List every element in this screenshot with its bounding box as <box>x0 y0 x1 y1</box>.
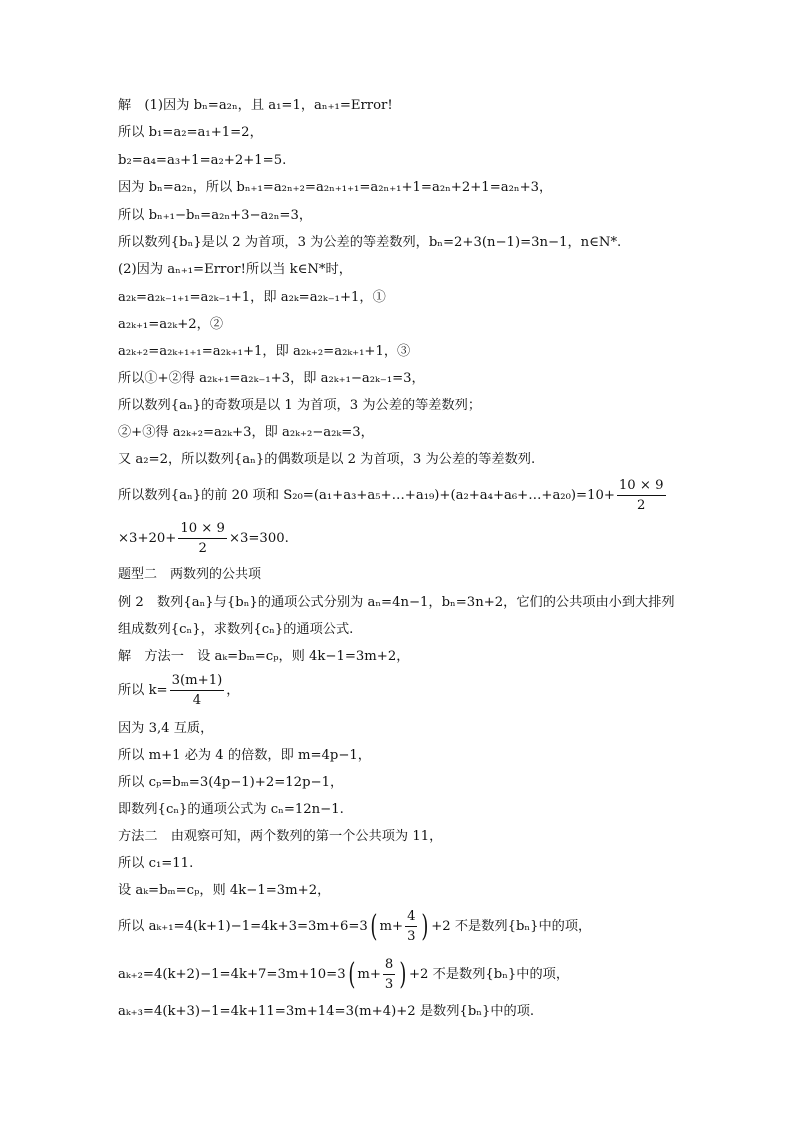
fraction <box>178 521 227 556</box>
solution-line: b₂=a₄=a₃+1=a₂+2+1=5. <box>118 153 287 168</box>
solution-line: 所以 b₁=a₂=a₁+1=2， <box>118 125 263 140</box>
k1-post: +2 不是数列{bₙ}中的项， <box>431 919 592 934</box>
example-line: 组成数列{cₙ}，求数列{cₙ}的通项公式. <box>118 622 354 637</box>
section-heading: 题型二 两数列的公共项 <box>118 567 262 582</box>
solution-line: 所以①+②得 a₂ₖ₊₁=a₂ₖ₋₁+3，即 a₂ₖ₊₁−a₂ₖ₋₁=3， <box>118 371 425 386</box>
right-paren: ) <box>399 956 407 992</box>
fraction-denominator: 2 <box>198 541 207 556</box>
k-pre: 所以 k= <box>118 683 168 698</box>
fraction-numerator: 4 <box>405 909 417 927</box>
k3-line: aₖ₊₃=4(k+3)−1=4k+11=3m+14=3(m+4)+2 是数列{bₙ}中的项. <box>118 1004 535 1019</box>
fraction <box>383 957 395 992</box>
solution-line: 因为 bₙ=a₂ₙ，所以 bₙ₊₁=a₂ₙ₊₂=a₂ₙ₊₁₊₁=a₂ₙ₊₁+1=a₂ₙ+2+1=a₂ₙ+3， <box>118 180 553 195</box>
solution-line: a₂ₖ₊₁=a₂ₖ+2，② <box>118 317 224 332</box>
solution-line: (2)因为 aₙ₊₁=Error!所以当 k∈N*时， <box>118 262 352 277</box>
solution-line: a₂ₖ=a₂ₖ₋₁₊₁=a₂ₖ₋₁+1，即 a₂ₖ=a₂ₖ₋₁+1，① <box>118 290 386 305</box>
solution-line: 即数列{cₙ}的通项公式为 cₙ=12n−1. <box>118 802 344 817</box>
solution-line: a₂ₖ₊₂=a₂ₖ₊₁₊₁=a₂ₖ₊₁+1，即 a₂ₖ₊₂=a₂ₖ₊₁+1，③ <box>118 344 411 359</box>
fraction <box>617 478 666 513</box>
k2-inner: m+ <box>357 967 381 982</box>
method-one-line: 解 方法一 设 aₖ=bₘ=cₚ，则 4k−1=3m+2， <box>118 649 410 664</box>
solution-line: ②+③得 a₂ₖ₊₂=a₂ₖ+3，即 a₂ₖ₊₂−a₂ₖ=3， <box>118 425 374 440</box>
sum-cont-post: ×3=300. <box>228 531 289 546</box>
k2-post: +2 不是数列{bₙ}中的项， <box>409 967 570 982</box>
solution-line: 所以 cₚ=bₘ=3(4p−1)+2=12p−1， <box>118 775 344 790</box>
solution-line: 设 aₖ=bₘ=cₚ，则 4k−1=3m+2， <box>118 883 331 898</box>
fraction <box>170 673 225 708</box>
k2-line <box>118 957 569 992</box>
fraction-denominator: 3 <box>384 977 394 992</box>
fraction-denominator: 3 <box>407 929 416 944</box>
fraction <box>405 909 417 944</box>
fraction-numerator: 3(m+1) <box>170 673 225 691</box>
solution-line: 又 a₂=2，所以数列{aₙ}的偶数项是以 2 为首项，3 为公差的等差数列. <box>118 452 536 467</box>
k-post: ， <box>226 683 240 698</box>
fraction-denominator: 2 <box>637 498 646 513</box>
k1-line <box>118 909 591 944</box>
left-paren: ( <box>370 908 378 944</box>
fraction-numerator: 10 × 9 <box>178 521 227 539</box>
sum-continuation <box>118 521 289 556</box>
left-paren: ( <box>347 956 355 992</box>
fraction-numerator: 8 <box>383 957 395 975</box>
fraction-denominator: 4 <box>192 693 202 708</box>
solution-line: 解 (1)因为 bₙ=a₂ₙ，且 a₁=1，aₙ₊₁=Error! <box>118 98 393 113</box>
solution-line: 所以 c₁=11. <box>118 856 194 871</box>
solution-line: 方法二 由观察可知，两个数列的第一个公共项为 11， <box>118 829 443 844</box>
sum-text: 所以数列{aₙ}的前 20 项和 S₂₀=(a₁+a₃+a₅+…+a₁₉)+(a₂+a₄+a₆+…+a₂₀)=10+ <box>118 488 615 503</box>
k1-pre: 所以 aₖ₊₁=4(k+1)−1=4k+3=3m+6=3 <box>118 919 368 934</box>
fraction-numerator: 10 × 9 <box>617 478 666 496</box>
k-fraction-line <box>118 673 239 708</box>
solution-line: 所以数列{aₙ}的奇数项是以 1 为首项，3 为公差的等差数列； <box>118 398 482 413</box>
solution-line: 因为 3,4 互质， <box>118 721 214 736</box>
solution-line: 所以 bₙ₊₁−bₙ=a₂ₙ+3−a₂ₙ=3， <box>118 208 313 223</box>
sum-cont-pre: ×3+20+ <box>118 531 177 546</box>
sum-line <box>118 478 668 513</box>
k2-pre: aₖ₊₂=4(k+2)−1=4k+7=3m+10=3 <box>118 967 346 982</box>
solution-line: 所以数列{bₙ}是以 2 为首项，3 为公差的等差数列，bₙ=2+3(n−1)=3n−1，n∈N*. <box>118 235 622 250</box>
right-paren: ) <box>421 908 429 944</box>
example-line: 例 2 数列{aₙ}与{bₙ}的通项公式分别为 aₙ=4n−1，bₙ=3n+2，它们的公共项由小到大排列 <box>118 595 675 610</box>
solution-line: 所以 m+1 必为 4 的倍数，即 m=4p−1， <box>118 748 371 763</box>
k1-inner: m+ <box>379 919 404 934</box>
